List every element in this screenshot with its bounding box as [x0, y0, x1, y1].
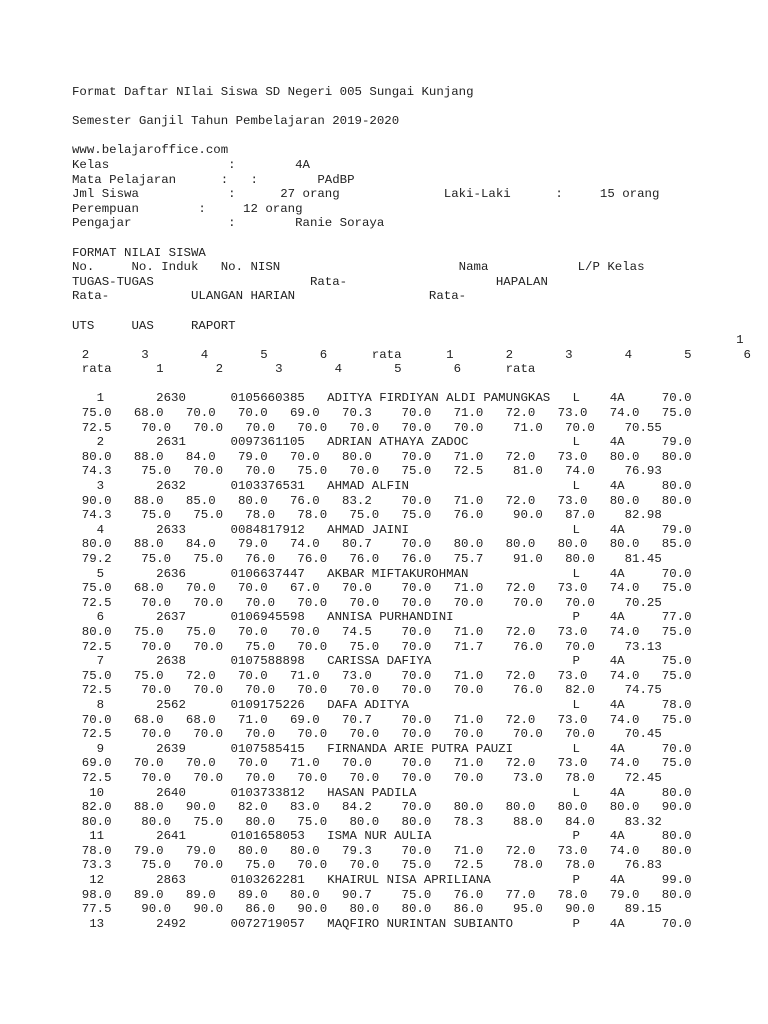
table-row-line: 3 2632 0103376531 AHMAD ALFIN L 4A 80.0 — [0, 479, 692, 494]
format-header-block — [72, 246, 768, 304]
blank-line — [72, 100, 768, 115]
table-row-line: 80.0 88.0 84.0 79.0 74.0 80.7 70.0 80.0 80.0 80.0 80.0 85.0 — [0, 537, 692, 552]
score-table — [0, 391, 768, 931]
table-row-line: 74.3 75.0 75.0 78.0 78.0 75.0 75.0 76.0 90.0 87.0 82.98 — [0, 508, 662, 523]
table-row-line: 10 2640 0103733812 HASAN PADILA L 4A 80.0 — [0, 785, 692, 800]
table-row-line: 80.0 88.0 84.0 79.0 70.0 80.0 70.0 71.0 72.0 73.0 80.0 80.0 — [0, 449, 692, 464]
table-row-line: 75.0 68.0 70.0 70.0 69.0 70.3 70.0 71.0 72.0 73.0 74.0 75.0 — [0, 406, 692, 421]
table-header-line: 1 — [0, 333, 744, 348]
website-line: www.belajaroffice.com — [72, 143, 229, 158]
uts-uas-raport-line: UTS UAS RAPORT — [72, 318, 236, 333]
semester-line: Semester Ganjil Tahun Pembelajaran 2019-2020 — [72, 114, 400, 129]
table-header-line: rata 1 2 3 4 5 6 rata — [0, 362, 536, 377]
table-row-line: 74.3 75.0 70.0 70.0 75.0 70.0 75.0 72.5 81.0 74.0 76.93 — [0, 464, 662, 479]
table-row-line: 77.5 90.0 90.0 86.0 90.0 80.0 80.0 86.0 95.0 90.0 89.15 — [0, 902, 662, 917]
table-row-line: 4 2633 0084817912 AHMAD JAINI L 4A 79.0 — [0, 522, 692, 537]
table-row-line: 5 2636 0106637447 AKBAR MIFTAKUROHMAN L 4A 70.0 — [0, 566, 692, 581]
table-row-line: 72.5 70.0 70.0 70.0 70.0 70.0 70.0 70.0 76.0 82.0 74.75 — [0, 683, 662, 698]
blank-line — [72, 377, 768, 392]
kelas-line: Kelas : 4A — [72, 157, 310, 172]
blank-line — [72, 231, 768, 246]
table-row-line: 80.0 80.0 75.0 80.0 75.0 80.0 80.0 78.3 88.0 84.0 83.32 — [0, 814, 662, 829]
table-header-line: 2 3 4 5 6 rata 1 2 3 4 5 6 — [0, 347, 751, 362]
table-row-line: 72.5 70.0 70.0 70.0 70.0 70.0 70.0 70.0 73.0 78.0 72.45 — [0, 770, 662, 785]
mata-pelajaran-line: Mata Pelajaran : : PAdBP — [72, 172, 355, 187]
table-row-line: 1 2630 0105660385 ADITYA FIRDIYAN ALDI PAMUNGKAS L 4A 70.0 — [0, 391, 692, 406]
format-title: FORMAT NILAI SISWA — [72, 245, 206, 260]
blank-line — [72, 129, 768, 144]
table-row-line: 2 2631 0097361105 ADRIAN ATHAYA ZADOC L 4A 79.0 — [0, 435, 692, 450]
table-row-line: 12 2863 0103262281 KHAIRUL NISA APRILIANA P 4A 99.0 — [0, 873, 692, 888]
table-row-line: 72.5 70.0 70.0 70.0 70.0 70.0 70.0 70.0 70.0 70.0 70.45 — [0, 727, 662, 742]
table-row-line: 98.0 89.0 89.0 89.0 80.0 90.7 75.0 76.0 77.0 78.0 79.0 80.0 — [0, 887, 692, 902]
table-row-line: 13 2492 0072719057 MAQFIRO NURINTAN SUBIANTO P 4A 70.0 — [0, 916, 692, 931]
table-row-line: 72.5 70.0 70.0 75.0 70.0 75.0 70.0 71.7 76.0 70.0 73.13 — [0, 639, 662, 654]
table-row-line: 82.0 88.0 90.0 82.0 83.0 84.2 70.0 80.0 80.0 80.0 80.0 90.0 — [0, 800, 692, 815]
document-title: Format Daftar NIlai Siswa SD Negeri 005 Sungai Kunjang — [72, 85, 474, 99]
table-row-line: 72.5 70.0 70.0 70.0 70.0 70.0 70.0 70.0 71.0 70.0 70.55 — [0, 420, 662, 435]
table-row-line: 73.3 75.0 70.0 75.0 70.0 70.0 75.0 72.5 78.0 78.0 76.83 — [0, 858, 662, 873]
column-header-line: TUGAS-TUGAS Rata- HAPALAN — [72, 274, 548, 289]
pengajar-line: Pengajar : Ranie Soraya — [72, 216, 385, 231]
table-row-line: 11 2641 0101658053 ISMA NUR AULIA P 4A 80.0 — [0, 829, 692, 844]
table-row-line: 72.5 70.0 70.0 70.0 70.0 70.0 70.0 70.0 70.0 70.0 70.25 — [0, 595, 662, 610]
table-row-line: 75.0 68.0 70.0 70.0 67.0 70.0 70.0 71.0 72.0 73.0 74.0 75.0 — [0, 581, 692, 596]
table-row-line: 90.0 88.0 85.0 80.0 76.0 83.2 70.0 71.0 72.0 73.0 80.0 80.0 — [0, 493, 692, 508]
jml-siswa-line: Jml Siswa : 27 orang Laki-Laki : 15 orang — [72, 187, 660, 202]
table-row-line: 75.0 75.0 72.0 70.0 71.0 73.0 70.0 71.0 72.0 73.0 74.0 75.0 — [0, 668, 692, 683]
perempuan-line: Perempuan : 12 orang — [72, 201, 303, 216]
table-row-line: 79.2 75.0 75.0 76.0 76.0 76.0 76.0 75.7 91.0 80.0 81.45 — [0, 552, 662, 566]
blank-line — [72, 304, 768, 319]
table-row-line: 7 2638 0107588898 CARISSA DAFIYA P 4A 75.0 — [0, 654, 692, 669]
table-row-line: 9 2639 0107585415 FIRNANDA ARIE PUTRA PAUZI L 4A 70.0 — [0, 741, 692, 756]
class-info-block — [72, 143, 768, 231]
table-row-line: 78.0 79.0 79.0 80.0 80.0 79.3 70.0 71.0 72.0 73.0 74.0 80.0 — [0, 843, 692, 858]
column-header-line: No. No. Induk No. NISN Nama L/P Kelas — [72, 260, 645, 275]
table-row-line: 6 2637 0106945598 ANNISA PURHANDINI P 4A 77.0 — [0, 610, 692, 625]
table-row-line: 70.0 68.0 68.0 71.0 69.0 70.7 70.0 71.0 72.0 73.0 74.0 75.0 — [0, 712, 692, 727]
table-row-line: 80.0 75.0 75.0 70.0 70.0 74.5 70.0 71.0 72.0 73.0 74.0 75.0 — [0, 624, 692, 639]
table-row-line: 8 2562 0109175226 DAFA ADITYA L 4A 78.0 — [0, 697, 692, 712]
column-header-line: Rata- ULANGAN HARIAN Rata- — [72, 289, 467, 304]
score-table-header — [0, 333, 768, 377]
table-row-line: 69.0 70.0 70.0 70.0 71.0 70.0 70.0 71.0 72.0 73.0 74.0 75.0 — [0, 756, 692, 771]
